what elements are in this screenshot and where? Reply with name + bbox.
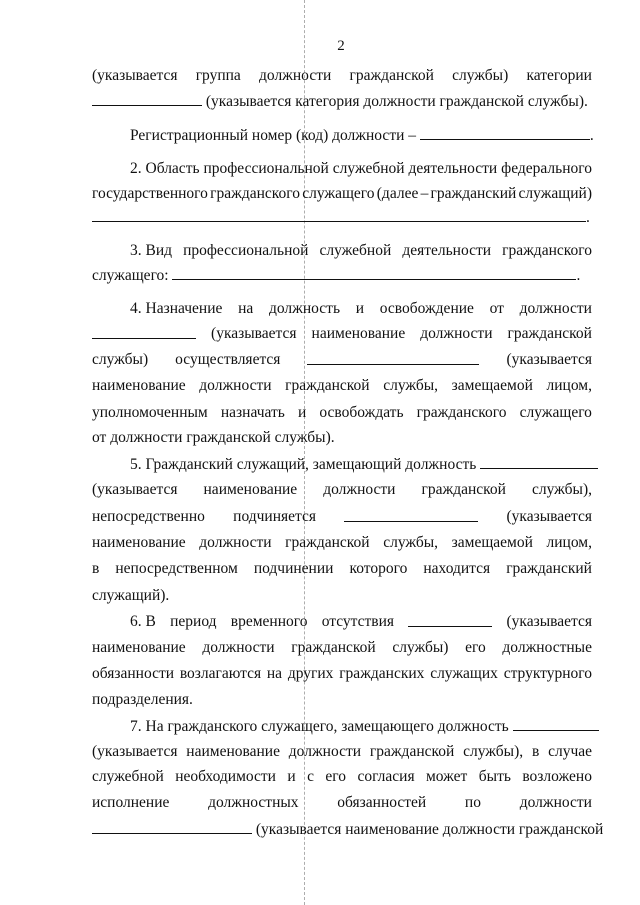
paragraph-line: [92, 92, 592, 111]
word: по: [464, 794, 481, 811]
paragraph-line: [92, 455, 630, 474]
word: отсутствия: [321, 613, 395, 630]
word: наименование: [92, 639, 186, 656]
paragraph-line: [92, 300, 592, 318]
word: согласия: [357, 768, 415, 785]
word: службы): [452, 67, 509, 84]
fill-in-blank: [92, 208, 586, 222]
word: лицом,: [546, 377, 592, 394]
word: деятельности: [408, 160, 498, 177]
fill-in-blank: [480, 455, 598, 469]
word: наименование: [92, 377, 186, 394]
fill-in-blank: [344, 508, 478, 522]
text-span: подразделения.: [92, 691, 193, 708]
word: должности: [202, 639, 275, 656]
word: гражданского: [416, 404, 507, 421]
word: службы,: [383, 377, 439, 394]
text-span: .: [576, 267, 581, 284]
paragraph-line: [92, 820, 604, 839]
word: профессиональной: [183, 242, 309, 259]
fill-in-blank: [172, 266, 576, 280]
text-span: служащий).: [92, 587, 170, 604]
word: должности: [199, 377, 272, 394]
word: наименование: [311, 325, 406, 342]
paragraph-line: [92, 560, 592, 578]
word: необходимости: [175, 768, 276, 785]
text-span: служащего:: [92, 267, 169, 284]
word: лицом,: [546, 534, 592, 551]
word: гражданской: [285, 534, 370, 551]
paragraph-line: [92, 639, 592, 657]
paragraph-line: [92, 185, 592, 203]
word: других: [287, 665, 334, 682]
word: должностные: [502, 639, 592, 656]
word: (указывается: [506, 351, 592, 368]
text-span: (указывается категория должности гражданской службы).: [205, 93, 588, 110]
word: служебной: [332, 160, 405, 177]
text-span: 5. Гражданский служащий, замещающий должность: [130, 456, 477, 473]
word: должности: [199, 534, 272, 551]
paragraph-line: [92, 266, 592, 285]
paragraph-line: [92, 481, 592, 499]
word: и: [297, 404, 307, 421]
fill-in-blank: [92, 820, 252, 834]
fill-in-blank: [408, 613, 492, 627]
paragraph-line: [92, 67, 592, 85]
word: с: [307, 768, 314, 785]
word: должности: [323, 481, 396, 498]
word: (указывается: [92, 67, 178, 84]
word: службы): [92, 351, 149, 368]
word: возложено: [522, 768, 592, 785]
word: служащего: [519, 404, 592, 421]
registration-number-line: [92, 126, 630, 145]
word: гражданского: [210, 185, 300, 202]
paragraph-line: [92, 717, 630, 736]
word: наименование: [203, 481, 298, 498]
word: быть: [478, 768, 511, 785]
word: (указывается: [92, 743, 178, 760]
word: 3. Вид: [130, 242, 173, 259]
word: освобождать: [319, 404, 404, 421]
word: осуществляется: [175, 351, 281, 368]
paragraph-line: [92, 665, 592, 683]
word: должности: [259, 67, 332, 84]
paragraph-line: [92, 534, 592, 552]
fill-in-blank: [307, 351, 479, 365]
word: (далее: [376, 185, 419, 202]
word: (указывается: [92, 481, 178, 498]
paragraph-line: [92, 768, 592, 786]
paragraph-line: [92, 613, 592, 631]
word: наименование: [92, 534, 186, 551]
word: 2. Область: [130, 160, 200, 177]
word: период: [170, 613, 217, 630]
page-number: 2: [337, 38, 345, 54]
word: гражданский: [430, 185, 517, 202]
word: случае: [548, 743, 592, 760]
paragraph-line: [92, 351, 592, 369]
text-span: 7. На гражданского служащего, замещающего должность: [130, 718, 509, 735]
word: гражданский: [506, 560, 592, 577]
word: служебной: [319, 242, 392, 259]
text-span: .: [586, 209, 590, 226]
paragraph-line: [92, 429, 592, 447]
word: (указывается: [211, 325, 297, 342]
word: (указывается: [506, 508, 592, 525]
word: гражданской: [369, 743, 455, 760]
word: непосредственном: [115, 560, 238, 577]
word: должностных: [208, 794, 299, 811]
word: профессиональной: [203, 160, 329, 177]
fill-in-blank: [92, 325, 196, 339]
text-span: Регистрационный номер (код) должности –: [130, 127, 417, 144]
word: на: [266, 665, 283, 682]
word: уполномоченным: [92, 404, 208, 421]
word: структурного: [503, 665, 592, 682]
word: деятельности: [402, 242, 492, 259]
word: которого: [349, 560, 408, 577]
paragraph-line: [92, 208, 592, 227]
word: должность: [269, 300, 341, 317]
word: должности: [420, 325, 493, 342]
paragraph-line: [92, 242, 592, 260]
word: государственного: [92, 185, 208, 202]
word: на: [238, 300, 254, 317]
word: от: [489, 300, 504, 317]
word: службы),: [463, 743, 524, 760]
word: непосредственно: [92, 508, 205, 525]
word: замещаемой: [451, 377, 533, 394]
word: служащего: [302, 185, 375, 202]
word: подчиняется: [233, 508, 317, 525]
word: в: [92, 560, 100, 577]
paragraph-line: [92, 508, 592, 526]
word: служебной: [92, 768, 164, 785]
word: назначать: [220, 404, 285, 421]
word: служащих: [430, 665, 498, 682]
word: подчинении: [253, 560, 334, 577]
paragraph-line: [92, 587, 592, 605]
fill-in-blank: [420, 126, 590, 140]
word: гражданской: [291, 639, 376, 656]
paragraph-line: [92, 377, 592, 395]
word: должности: [288, 743, 362, 760]
word: замещаемой: [451, 534, 533, 551]
fill-in-blank: [92, 92, 202, 106]
text-span: .: [589, 127, 594, 144]
word: его: [465, 639, 486, 656]
word: может: [426, 768, 468, 785]
word: должности: [519, 794, 592, 811]
word: исполнение: [92, 794, 170, 811]
word: группа: [195, 67, 241, 84]
word: службы): [392, 639, 449, 656]
word: федерального: [501, 160, 592, 177]
paragraph-line: [92, 160, 592, 178]
text-span: от должности гражданской службы).: [92, 429, 335, 446]
word: возлагаются: [179, 665, 262, 682]
word: и: [355, 300, 365, 317]
word: находится: [423, 560, 491, 577]
paragraph-line: [92, 404, 592, 422]
word: служащий): [518, 185, 592, 202]
word: и: [287, 768, 296, 785]
word: гражданского: [502, 242, 592, 259]
word: освобождение: [379, 300, 474, 317]
word: 6. В: [130, 613, 156, 630]
word: в: [531, 743, 540, 760]
word: (указывается: [506, 613, 592, 630]
word: службы,: [383, 534, 439, 551]
paragraph-line: [92, 743, 592, 761]
word: службы),: [531, 481, 592, 498]
paragraph-line: [92, 691, 592, 709]
word: гражданской: [349, 67, 434, 84]
word: наименование: [186, 743, 280, 760]
word: категории: [526, 67, 592, 84]
word: гражданской: [285, 377, 370, 394]
word: его: [325, 768, 347, 785]
word: должности: [519, 300, 592, 317]
word: временного: [230, 613, 308, 630]
word: гражданских: [339, 665, 425, 682]
word: гражданской: [507, 325, 592, 342]
word: обязанности: [92, 665, 175, 682]
text-span: (указывается наименование должности гражданской: [255, 821, 604, 838]
fill-in-blank: [513, 717, 599, 731]
word: обязанностей: [337, 794, 427, 811]
word: 4. Назначение: [130, 300, 223, 317]
paragraph-line: [92, 794, 592, 812]
word: –: [420, 185, 429, 202]
word: гражданской: [421, 481, 506, 498]
paragraph-line: [92, 325, 592, 343]
